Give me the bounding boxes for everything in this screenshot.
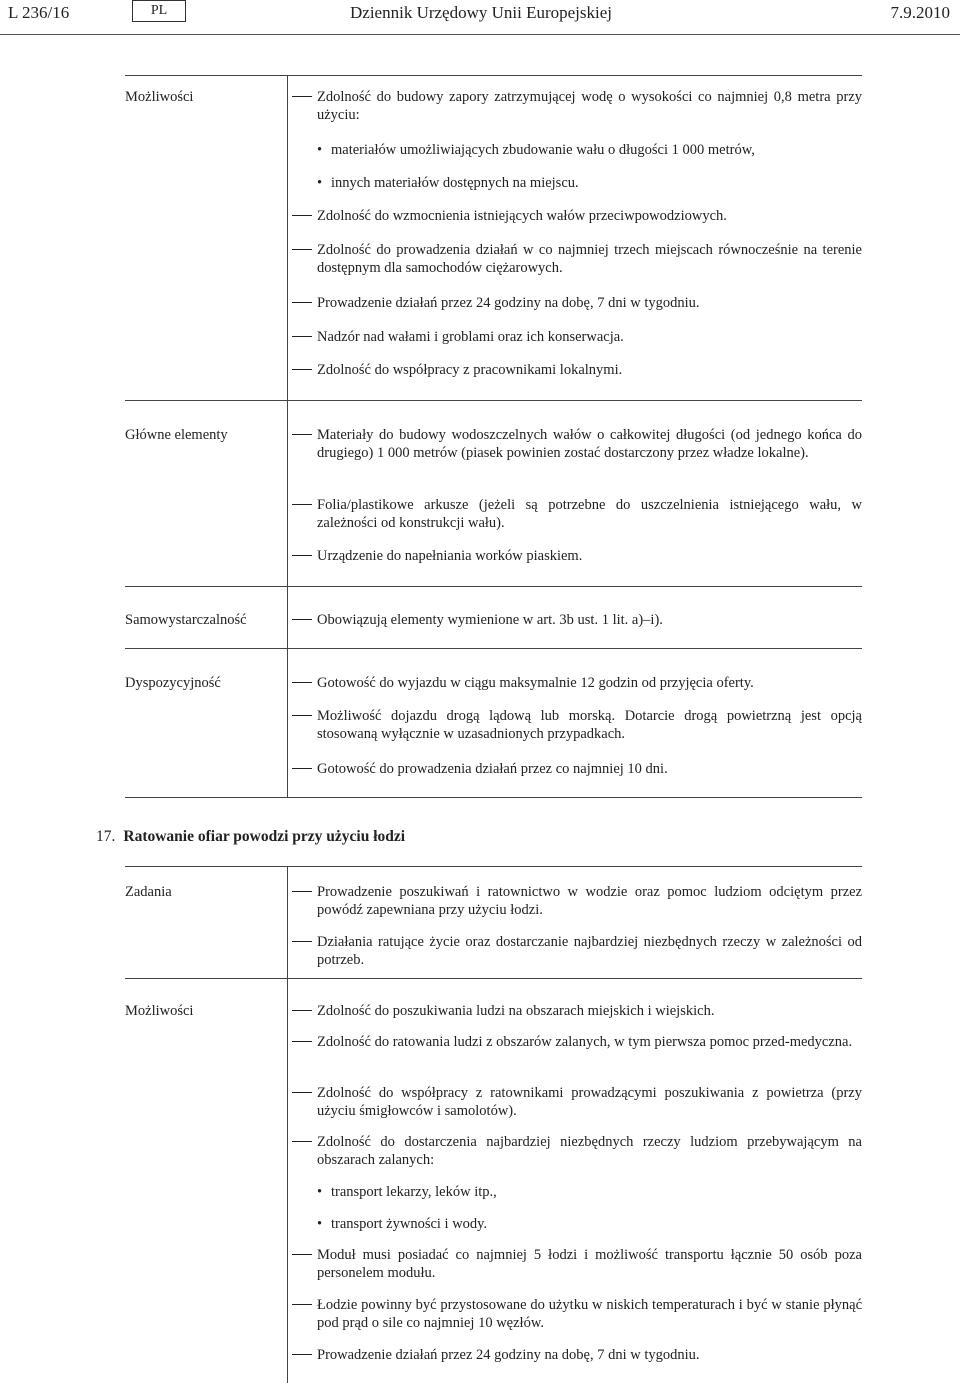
- row-divider: [125, 978, 862, 979]
- list-item: Zdolność do ratowania ludzi z obszarów zalanych, w tym pierwsza pomoc przed-medyczna.: [292, 1033, 862, 1051]
- list-item: Gotowość do wyjazdu w ciągu maksymalnie 12 godzin od przyjęcia oferty.: [292, 674, 862, 692]
- journal-title: Dziennik Urzędowy Unii Europejskiej: [350, 3, 613, 22]
- bullet-item: • materiałów umożliwiających zbudowanie wału o długości 1 000 metrów,: [317, 142, 755, 158]
- section-heading: [96, 828, 405, 846]
- list-item: Urządzenie do napełniania worków piaskiem.: [292, 547, 862, 565]
- list-item: Zdolność do budowy zapory zatrzymującej wodę o wysokości co najmniej 0,8 metra przy użyciu:: [292, 88, 862, 124]
- list-item: Folia/plastikowe arkusze (jeżeli są potrzebne do uszczelnienia istniejącego wału, w zależności od konstrukcji wału).: [292, 496, 862, 532]
- header-divider: [0, 34, 960, 35]
- list-item: Prowadzenie działań przez 24 godziny na dobę, 7 dni w tygodniu.: [292, 294, 862, 312]
- list-item: Prowadzenie działań przez 24 godziny na dobę, 7 dni w tygodniu.: [292, 1346, 862, 1364]
- table-1-column-divider: [287, 75, 288, 797]
- row-divider: [125, 648, 862, 649]
- list-item: Moduł musi posiadać co najmniej 5 łodzi i możliwość transportu łącznie 50 osób poza personelem modułu.: [292, 1246, 862, 1282]
- list-item: Zdolność do współpracy z pracownikami lokalnymi.: [292, 361, 862, 379]
- list-item: Działania ratujące życie oraz dostarczanie najbardziej niezbędnych rzeczy w zależności od potrzeb.: [292, 933, 862, 969]
- list-item: Zdolność do wzmocnienia istniejących wałów przeciwpowodziowych.: [292, 207, 862, 225]
- row-label-dyspozycyjnosc: Dyspozycyjność: [125, 675, 221, 691]
- table-2-column-divider: [287, 866, 288, 1383]
- bullet-item: • transport lekarzy, leków itp.,: [317, 1184, 497, 1200]
- table-2-top-border: [125, 866, 862, 867]
- row-label-glowne-elementy: Główne elementy: [125, 427, 228, 443]
- list-item: Zdolność do współpracy z ratownikami prowadzącymi poszukiwania z powietrza (przy użyciu śmigłowców i samolotów).: [292, 1084, 862, 1120]
- row-label-mozliwosci: Możliwości: [125, 89, 194, 105]
- list-item: Gotowość do prowadzenia działań przez co najmniej 10 dni.: [292, 760, 862, 778]
- row-label-zadania: Zadania: [125, 884, 172, 900]
- list-item: Łodzie powinny być przystosowane do użytku w niskich temperaturach i być w stanie płynąć pod prąd o sile co najmniej 10 węzłów.: [292, 1296, 862, 1332]
- row-divider: [125, 400, 862, 401]
- row-label-mozliwosci: Możliwości: [125, 1003, 194, 1019]
- list-item: Zdolność do poszukiwania ludzi na obszarach miejskich i wiejskich.: [292, 1002, 862, 1020]
- page-reference: L 236/16: [8, 3, 70, 22]
- bullet-item: • innych materiałów dostępnych na miejscu.: [317, 175, 579, 191]
- list-item: Możliwość dojazdu drogą lądową lub morską. Dotarcie drogą powietrzną jest opcją stosowaną wyłącznie w uzasadnionych przypadkach.: [292, 707, 862, 743]
- bullet-item: • transport żywności i wody.: [317, 1216, 488, 1232]
- list-item: Prowadzenie poszukiwań i ratownictwo w wodzie oraz pomoc ludziom odciętym przez powódź zapewniana przy użyciu łodzi.: [292, 883, 862, 919]
- section-title: Ratowanie ofiar powodzi przy użyciu łodzi: [123, 828, 406, 845]
- publication-date: 7.9.2010: [890, 3, 950, 22]
- list-item: Zdolność do dostarczenia najbardziej niezbędnych rzeczy ludziom przebywającym na obszarach zalanych:: [292, 1133, 862, 1169]
- list-item: Nadzór nad wałami i groblami oraz ich konserwacja.: [292, 328, 862, 346]
- list-item: Obowiązują elementy wymienione w art. 3b ust. 1 lit. a)–i).: [292, 611, 862, 629]
- section-number: 17.: [96, 828, 116, 845]
- row-divider: [125, 586, 862, 587]
- table-1-bottom-border: [125, 797, 862, 798]
- table-1-top-border: [125, 75, 862, 76]
- list-item: Materiały do budowy wodoszczelnych wałów o całkowitej długości (od jednego końca do drugiego) 1 000 metrów (piasek powinien zostać dostarczony przez władze lokalne).: [292, 426, 862, 462]
- row-label-samowystarczalnosc: Samowystarczalność: [125, 612, 247, 628]
- list-item: Zdolność do prowadzenia działań w co najmniej trzech miejscach równocześnie na terenie dostępnym dla samochodów ciężarowych.: [292, 241, 862, 277]
- language-badge: PL: [132, 0, 186, 22]
- page-header: [0, 0, 960, 36]
